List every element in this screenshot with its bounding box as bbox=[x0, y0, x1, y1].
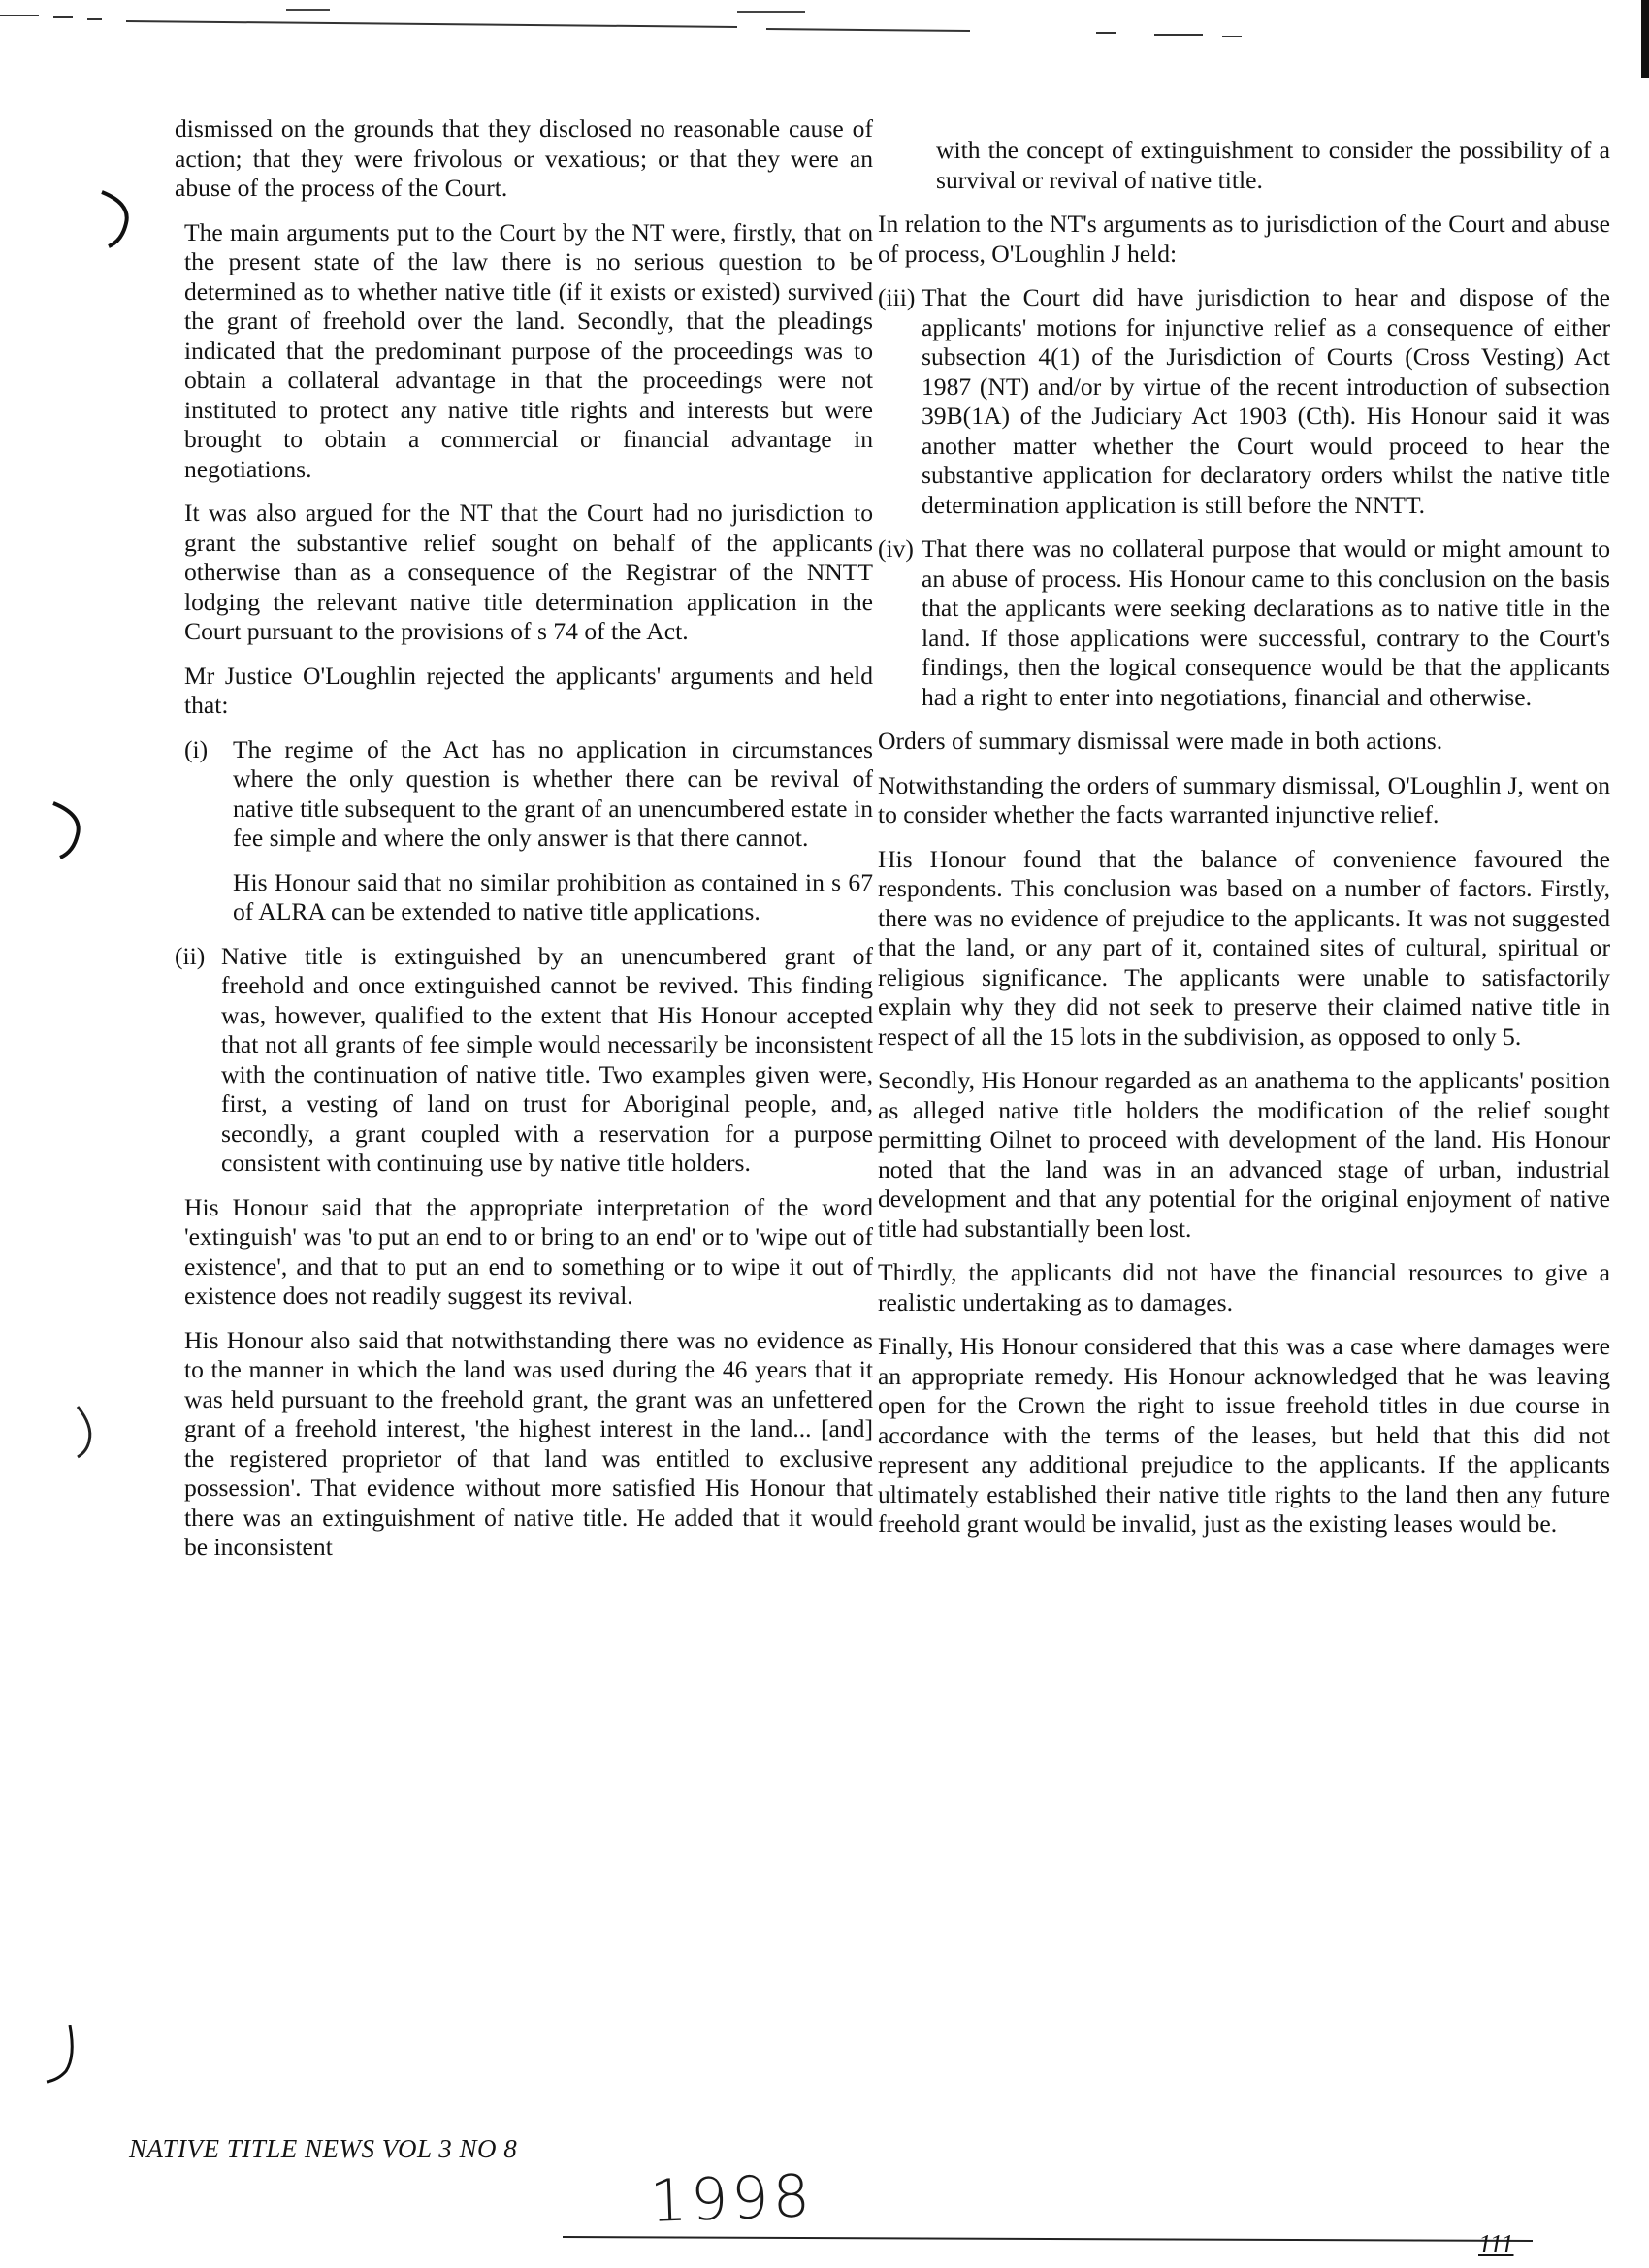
paragraph: His Honour said that the appropriate interpretation of the word 'extinguish' was 'to put an end to or bring to an end' or to 'wipe out of existence', and that to put an end to something or to wipe it out of existence does not readily suggest its revival. bbox=[184, 1192, 873, 1310]
left-column bbox=[175, 114, 873, 1577]
list-item bbox=[175, 735, 873, 854]
paragraph: The main arguments put to the Court by the NT were, firstly, that on the present state of the law there is no serious question to be determined as to whether native title (if it exists or existed) survived the grant of freehold over the land. Secondly, that the pleadings indicated that the predominant purpose of the proceedings was to obtain a collateral advantage in that the proceedings were not instituted to protect any native title rights and interests but were brought to obtain a commercial or financial advantage in negotiations. bbox=[184, 217, 873, 483]
paragraph: Secondly, His Honour regarded as an anathema to the applicants' position as alleged native title holders the modification of the relief sought permitting Oilnet to proceed with development of the land. His Honour noted that the land was in an advanced stage of urban, industrial development and that any potential for the original enjoyment of native title had substantially been lost. bbox=[878, 1066, 1610, 1243]
page-number: 111 bbox=[1478, 2229, 1514, 2258]
list-text: That there was no collateral purpose that would or might amount to an abuse of process. His Honour came to this conclusion on the basis that the applicants were seeking declarations as to native title in the land. If those applications were successful, contrary to the Court's findings, then the logical consequence would be that the applicants had a right to enter into negotiations, financial and otherwise. bbox=[922, 535, 1610, 711]
list-number: (iii) bbox=[878, 283, 916, 311]
paragraph: Orders of summary dismissal were made in both actions. bbox=[878, 727, 1443, 755]
right-column bbox=[878, 136, 1610, 1554]
punch-hole-mark bbox=[70, 1397, 109, 1465]
paragraph: Finally, His Honour considered that this was a case where damages were an appropriate remedy. His Honour acknowledged that he was leaving open for the Crown the right to issue freehold titles in due course in accordance with the terms of the leases, but held that this did not represent any additional prejudice to the applicants. If the applicants ultimately established their native title rights to the land then any future freehold grant would be invalid, just as the existing leases would be. bbox=[878, 1332, 1610, 1538]
paragraph: Notwithstanding the orders of summary dismissal, O'Loughlin J, went on to consider whether the facts warranted injunctive relief. bbox=[878, 770, 1610, 828]
punch-hole-mark bbox=[43, 2018, 81, 2086]
scan-artifact-top-line bbox=[0, 8, 1610, 37]
paragraph: dismissed on the grounds that they disclosed no reasonable cause of action; that they were frivolous or vexatious; or that they were an abuse of the process of the Court. bbox=[175, 114, 873, 202]
list-text: That the Court did have jurisdiction to hear and dispose of the applicants' motions for injunctive relief as a consequence of either subsection 4(1) of the Jurisdiction of Courts (Cross Vesting) Act 1987 (NT) and/or by virtue of the recent introduction of subsection 39B(1A) of the Judiciary Act 1903 (Cth). His Honour said it was another matter whether the Court would proceed to hear the substantive application for declaratory orders whilst the native title determination application is still before the NNTT. bbox=[922, 283, 1610, 519]
list-number: (iv) bbox=[878, 535, 914, 563]
list-text: The regime of the Act has no application in circumstances where the only question is whether there can be revival of native title subsequent to the grant of an unencumbered estate in fee simple and where the only answer is that there cannot. bbox=[233, 734, 873, 852]
paragraph: His Honour found that the balance of convenience favoured the respondents. This conclusion was based on a number of factors. Firstly, there was no evidence of prejudice to the applicants. It was not suggested that the land, or any part of it, contained sites of cultural, spiritual or religious significance. The applicants were unable to satisfactorily explain why they did not seek to preserve their claimed native title in respect of all the 15 lots in the subdivision, as opposed to only 5. bbox=[878, 844, 1610, 1051]
list-item bbox=[878, 283, 1610, 520]
list-item bbox=[175, 942, 873, 1179]
paragraph: In relation to the NT's arguments as to jurisdiction of the Court and abuse of process, O'Loughlin J held: bbox=[878, 210, 1610, 268]
paragraph: with the concept of extinguishment to consider the possibility of a survival or revival of native title. bbox=[936, 136, 1610, 194]
punch-hole-mark bbox=[48, 795, 87, 863]
paragraph: Mr Justice O'Loughlin rejected the applicants' arguments and held that: bbox=[184, 661, 873, 719]
list-number: (i) bbox=[184, 734, 209, 763]
punch-hole-mark bbox=[97, 184, 136, 252]
list-text: Native title is extinguished by an unencumbered grant of freehold and once extinguished cannot be revived. This finding was, however, qualified to the extent that His Honour accepted that not all grants of fee simple would necessarily be inconsistent with the continuation of native title. Two examples given were, first, a vesting of land on trust for Aboriginal people, and, secondly, a grant coupled with a reservation for a purpose consistent with continuing use by native title holders. bbox=[221, 941, 873, 1177]
publication-footer: NATIVE TITLE NEWS VOL 3 NO 8 bbox=[129, 2134, 518, 2163]
paragraph: Thirdly, the applicants did not have the financial resources to give a realistic undertaking as to damages. bbox=[878, 1258, 1610, 1316]
list-item bbox=[878, 535, 1610, 712]
paragraph: His Honour said that no similar prohibition as contained in s 67 of ALRA can be extended to native title applications. bbox=[233, 867, 873, 925]
list-number: (ii) bbox=[175, 941, 206, 970]
paragraph: His Honour also said that notwithstanding there was no evidence as to the manner in which the land was used during the 46 years that it was held pursuant to the freehold grant, the grant was an unfettered grant of a freehold interest, 'the highest interest in the land... [and] the registered proprietor of that land was entitled to exclusive possession'. That evidence without more satisfied His Honour that there was an extinguishment of native title. He added that it would be inconsistent bbox=[184, 1325, 873, 1561]
scan-artifact-edge bbox=[1641, 0, 1649, 78]
handwritten-year: 1998 bbox=[648, 2162, 815, 2236]
paragraph: It was also argued for the NT that the Court had no jurisdiction to grant the substantive relief sought on behalf of the applicants otherwise than as a consequence of the Registrar of the NNTT lodging the relevant native title determination application in the Court pursuant to the provisions of s 74 of the Act. bbox=[184, 499, 873, 645]
